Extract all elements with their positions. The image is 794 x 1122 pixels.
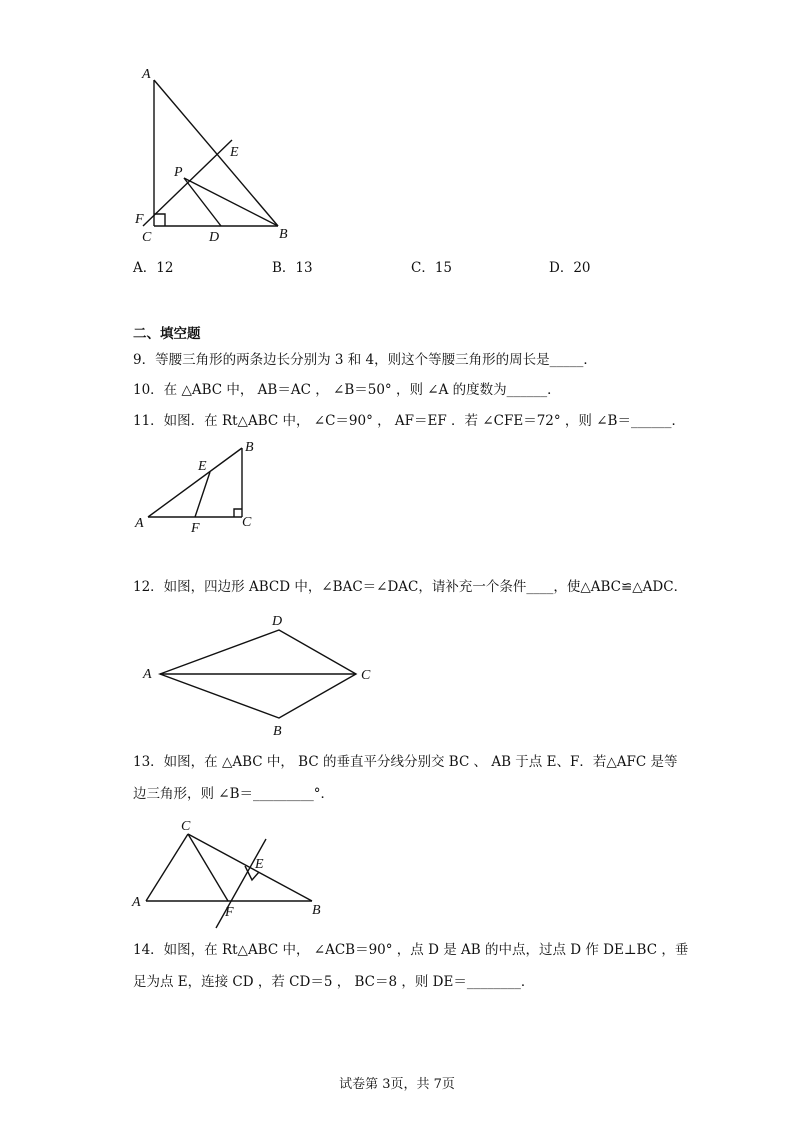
question-13-line-1: 13．如图，在 △ABC 中， BC 的垂直平分线分别交 BC 、 AB 于点 E、F．若△AFC 是等 xyxy=(133,754,678,770)
label-C: C xyxy=(142,230,152,245)
page-footer: 试卷第 3页，共 7页 xyxy=(339,1077,455,1092)
option-b: B．13 xyxy=(272,260,313,276)
label-B: B xyxy=(245,440,254,455)
segment-AC xyxy=(146,834,188,901)
label-A: A xyxy=(143,667,152,682)
question-14-line-2: 足为点 E，连接 CD ，若 CD＝5 ， BC＝8 ，则 DE＝________． xyxy=(133,974,535,990)
label-D: D xyxy=(272,614,283,629)
label-F: F xyxy=(191,521,200,536)
label-E: E xyxy=(198,459,207,474)
label-B: B xyxy=(279,227,288,242)
label-F: F xyxy=(225,905,234,920)
option-d: D．20 xyxy=(549,260,591,276)
question-13-line-2: 边三角形，则 ∠B＝_________°． xyxy=(133,786,335,802)
question-10: 10．在 △ABC 中， AB＝AC ， ∠B＝50° ，则 ∠A 的度数为______． xyxy=(133,382,561,398)
question-11: 11．如图．在 Rt△ABC 中， ∠C＝90° ， AF＝EF ．若 ∠CFE＝72° ，则 ∠B＝______． xyxy=(133,413,685,429)
label-E: E xyxy=(230,145,239,160)
question-12: 12．如图，四边形 ABCD 中，∠BAC＝∠DAC，请补充一个条件____，使△ABC≌△ADC． xyxy=(133,579,688,595)
question-14-line-1: 14．如图，在 Rt△ABC 中， ∠ACB＝90° ，点 D 是 AB 的中点，过点 D 作 DE⊥BC ，垂 xyxy=(133,942,689,958)
option-a: A．12 xyxy=(133,260,174,276)
label-P: P xyxy=(174,165,183,180)
label-A: A xyxy=(142,67,151,82)
label-C: C xyxy=(242,515,252,530)
label-B: B xyxy=(312,903,321,918)
label-D: D xyxy=(209,230,220,245)
label-C: C xyxy=(361,668,371,683)
question-9: 9．等腰三角形的两条边长分别为 3 和 4，则这个等腰三角形的周长是_____． xyxy=(133,352,597,368)
section-title: 二、填空题 xyxy=(133,326,201,342)
label-A: A xyxy=(135,516,144,531)
label-B: B xyxy=(273,724,282,739)
perpendicular-bisector xyxy=(216,839,266,928)
option-c: C．15 xyxy=(411,260,453,276)
label-E: E xyxy=(255,857,264,872)
label-C: C xyxy=(181,819,191,834)
label-A: A xyxy=(132,895,141,910)
label-F: F xyxy=(135,212,144,227)
